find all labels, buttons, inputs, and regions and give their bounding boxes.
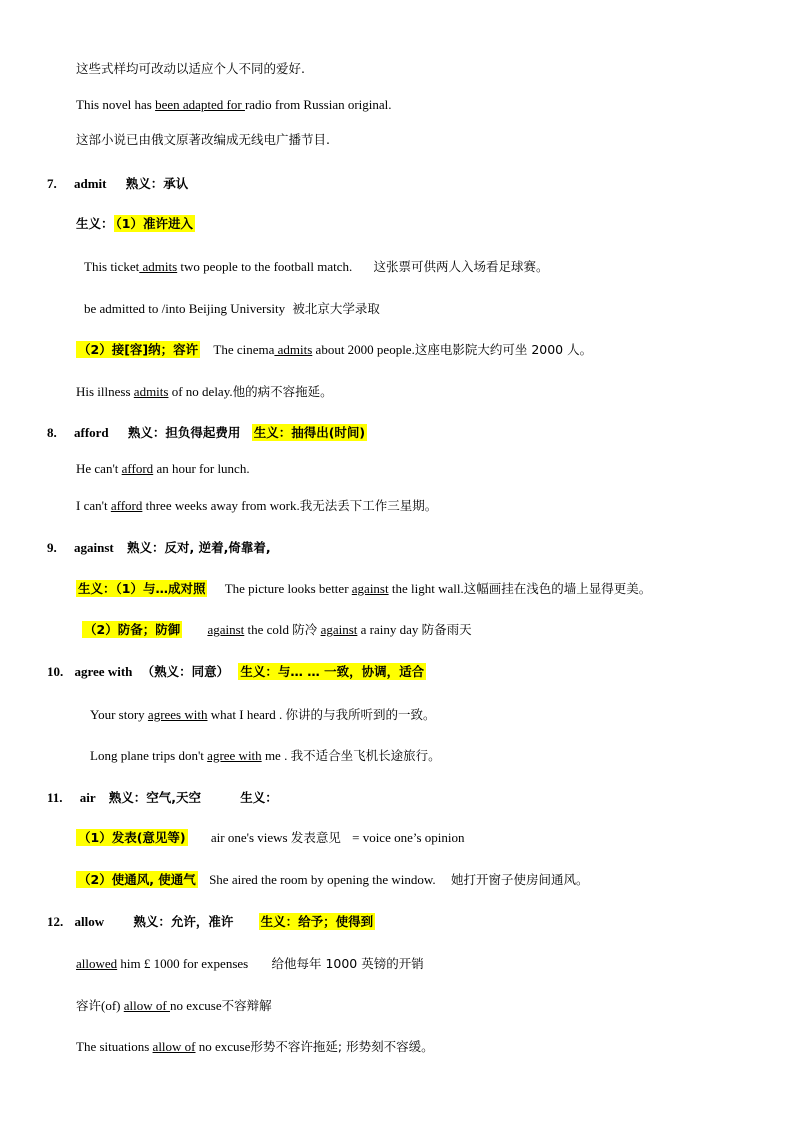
familiar-meaning: （熟义：同意）: [141, 664, 230, 679]
familiar-meaning: 熟义：反对, 逆着,倚靠着,: [126, 540, 271, 555]
text: This ticket: [84, 259, 140, 274]
text: Long plane trips don't: [90, 748, 208, 763]
entry-7-sheng-line: [76, 215, 195, 233]
translation: 形势不容许拖延; 形势刻不容缓。: [250, 1039, 434, 1054]
text: him £ 1000 for expenses: [117, 956, 249, 971]
translation: 发表意见: [290, 830, 341, 845]
text: an hour for lunch.: [153, 461, 250, 476]
text: me .: [261, 748, 288, 763]
underlined-phrase: allow of: [152, 1039, 196, 1054]
entry-number: 12.: [47, 914, 64, 929]
underlined-word: allowed: [76, 956, 118, 971]
underlined-word: against: [207, 622, 245, 637]
underlined-phrase: allow of: [123, 998, 170, 1013]
entry-8-header: [47, 424, 367, 442]
entry-9-header: [47, 539, 271, 557]
translation: 防冷: [292, 622, 318, 637]
text: about 2000 people.: [312, 342, 415, 357]
entry-word: allow: [74, 914, 105, 929]
text: no excuse: [169, 998, 222, 1013]
translation: 容许: [76, 998, 102, 1013]
translation: 她打开窗子使房间通风。: [450, 872, 589, 887]
translation: 我不适合坐飞机长途旅行。: [290, 748, 441, 763]
entry-12-example-2: [76, 997, 272, 1015]
underlined-word: against: [351, 581, 389, 596]
text: of no delay.: [168, 384, 233, 399]
underlined-phrase: agrees with: [147, 707, 208, 722]
text: He can't: [76, 461, 122, 476]
highlight-meaning: 生义：抽得出(时间): [253, 425, 366, 440]
underlined-word: admits: [139, 259, 178, 274]
familiar-meaning: 熟义：承认: [125, 176, 189, 191]
text: no excuse: [195, 1039, 251, 1054]
text: (of): [101, 998, 124, 1013]
entry-7-header: [47, 175, 188, 193]
translation: 你讲的与我所听到的一致。: [285, 707, 436, 722]
entry-8-example-1: [76, 460, 250, 478]
entry-7-example-2: [84, 300, 380, 318]
new-meaning-label: 生义：: [76, 216, 114, 231]
entry-7-example-1: [84, 258, 549, 276]
text: The cinema: [213, 342, 275, 357]
translation: 给他每年 1000 英镑的开销: [271, 956, 424, 971]
entry-9-example-2: [82, 621, 472, 639]
text: I can't: [76, 498, 111, 513]
entry-number: 9.: [47, 540, 57, 555]
underlined-word: afford: [121, 461, 154, 476]
underlined-phrase: agree with: [207, 748, 262, 763]
underlined-word: against: [320, 622, 358, 637]
highlight-meaning: （1）准许进入: [115, 216, 193, 231]
highlight-meaning: 生义：（1）与…成对照: [78, 581, 206, 596]
entry-number: 10.: [47, 664, 64, 679]
highlight-meaning: （2）接[容]纳；容许: [78, 342, 199, 357]
translation: 防备雨天: [421, 622, 472, 637]
text: be admitted to /into Beijing University: [84, 301, 286, 316]
translation: 被北京大学录取: [292, 301, 380, 316]
underlined-phrase: been adapted for: [155, 97, 245, 112]
intro-en-sentence: [76, 96, 392, 114]
highlight-meaning: （2）防备；防御: [84, 622, 181, 637]
entry-word: agree with: [74, 664, 133, 679]
text: what I heard .: [207, 707, 283, 722]
highlight-meaning: 生义：给予；使得到: [260, 914, 374, 929]
highlight-meaning: （1）发表(意见等): [78, 830, 186, 845]
text: The picture looks better: [224, 581, 352, 596]
text: The situations: [76, 1039, 153, 1054]
entry-number: 7.: [47, 176, 57, 191]
entry-10-example-1: [90, 706, 435, 724]
text: a rainy day: [357, 622, 419, 637]
entry-12-example-1: [76, 955, 424, 973]
entry-word: air: [79, 790, 96, 805]
familiar-meaning: 熟义：空气,天空: [108, 790, 201, 805]
underlined-word: admits: [133, 384, 169, 399]
entry-word: admit: [74, 176, 107, 191]
text: = voice one’s opinion: [352, 830, 465, 845]
entry-9-example-1: [76, 580, 651, 598]
underlined-word: afford: [110, 498, 143, 513]
underlined-word: admits: [274, 342, 313, 357]
entry-7-example-4: [76, 383, 333, 401]
text: three weeks away from work.: [142, 498, 300, 513]
text: two people to the football match.: [177, 259, 353, 274]
entry-word: afford: [74, 425, 109, 440]
entry-12-header: [47, 913, 375, 931]
familiar-meaning: 熟义：允许，准许: [133, 914, 234, 929]
translation: 我无法丢下工作三星期。: [299, 498, 438, 513]
text: She aired the room by opening the window.: [209, 872, 436, 887]
entry-11-header: [47, 789, 278, 807]
text: the light wall.: [388, 581, 464, 596]
text: radio from Russian original.: [244, 97, 392, 112]
entry-11-example-2: [76, 871, 588, 889]
intro-zh-line-2: 这部小说已由俄文原著改编成无线电广播节目.: [76, 132, 330, 147]
text: This novel has: [76, 97, 156, 112]
highlight-meaning: （2）使通风, 使通气: [78, 872, 196, 887]
familiar-meaning: 熟义：担负得起费用: [127, 425, 241, 440]
text: the cold: [244, 622, 290, 637]
intro-zh-line-1: 这些式样均可改动以适应个人不同的爱好.: [76, 61, 305, 76]
entry-10-header: [47, 663, 426, 681]
new-meaning-label: 生义：: [240, 790, 278, 805]
text: His illness: [76, 384, 134, 399]
translation: 这座电影院大约可坐 2000 人。: [414, 342, 593, 357]
text: air one's views: [210, 830, 288, 845]
entry-number: 8.: [47, 425, 57, 440]
entry-10-example-2: [90, 747, 441, 765]
entry-number: 11.: [47, 790, 63, 805]
translation: 不容辩解: [221, 998, 272, 1013]
entry-word: against: [74, 540, 114, 555]
text: Your story: [90, 707, 148, 722]
translation: 这幅画挂在浅色的墙上显得更美。: [463, 581, 652, 596]
translation: 这张票可供两人入场看足球赛。: [373, 259, 549, 274]
translation: 他的病不容拖延。: [232, 384, 333, 399]
entry-12-example-3: [76, 1038, 434, 1056]
highlight-meaning: 生义：与… … 一致，协调，适合: [240, 664, 425, 679]
entry-11-example-1: [76, 829, 465, 847]
entry-8-example-2: [76, 497, 437, 515]
entry-7-example-3: [76, 341, 592, 359]
